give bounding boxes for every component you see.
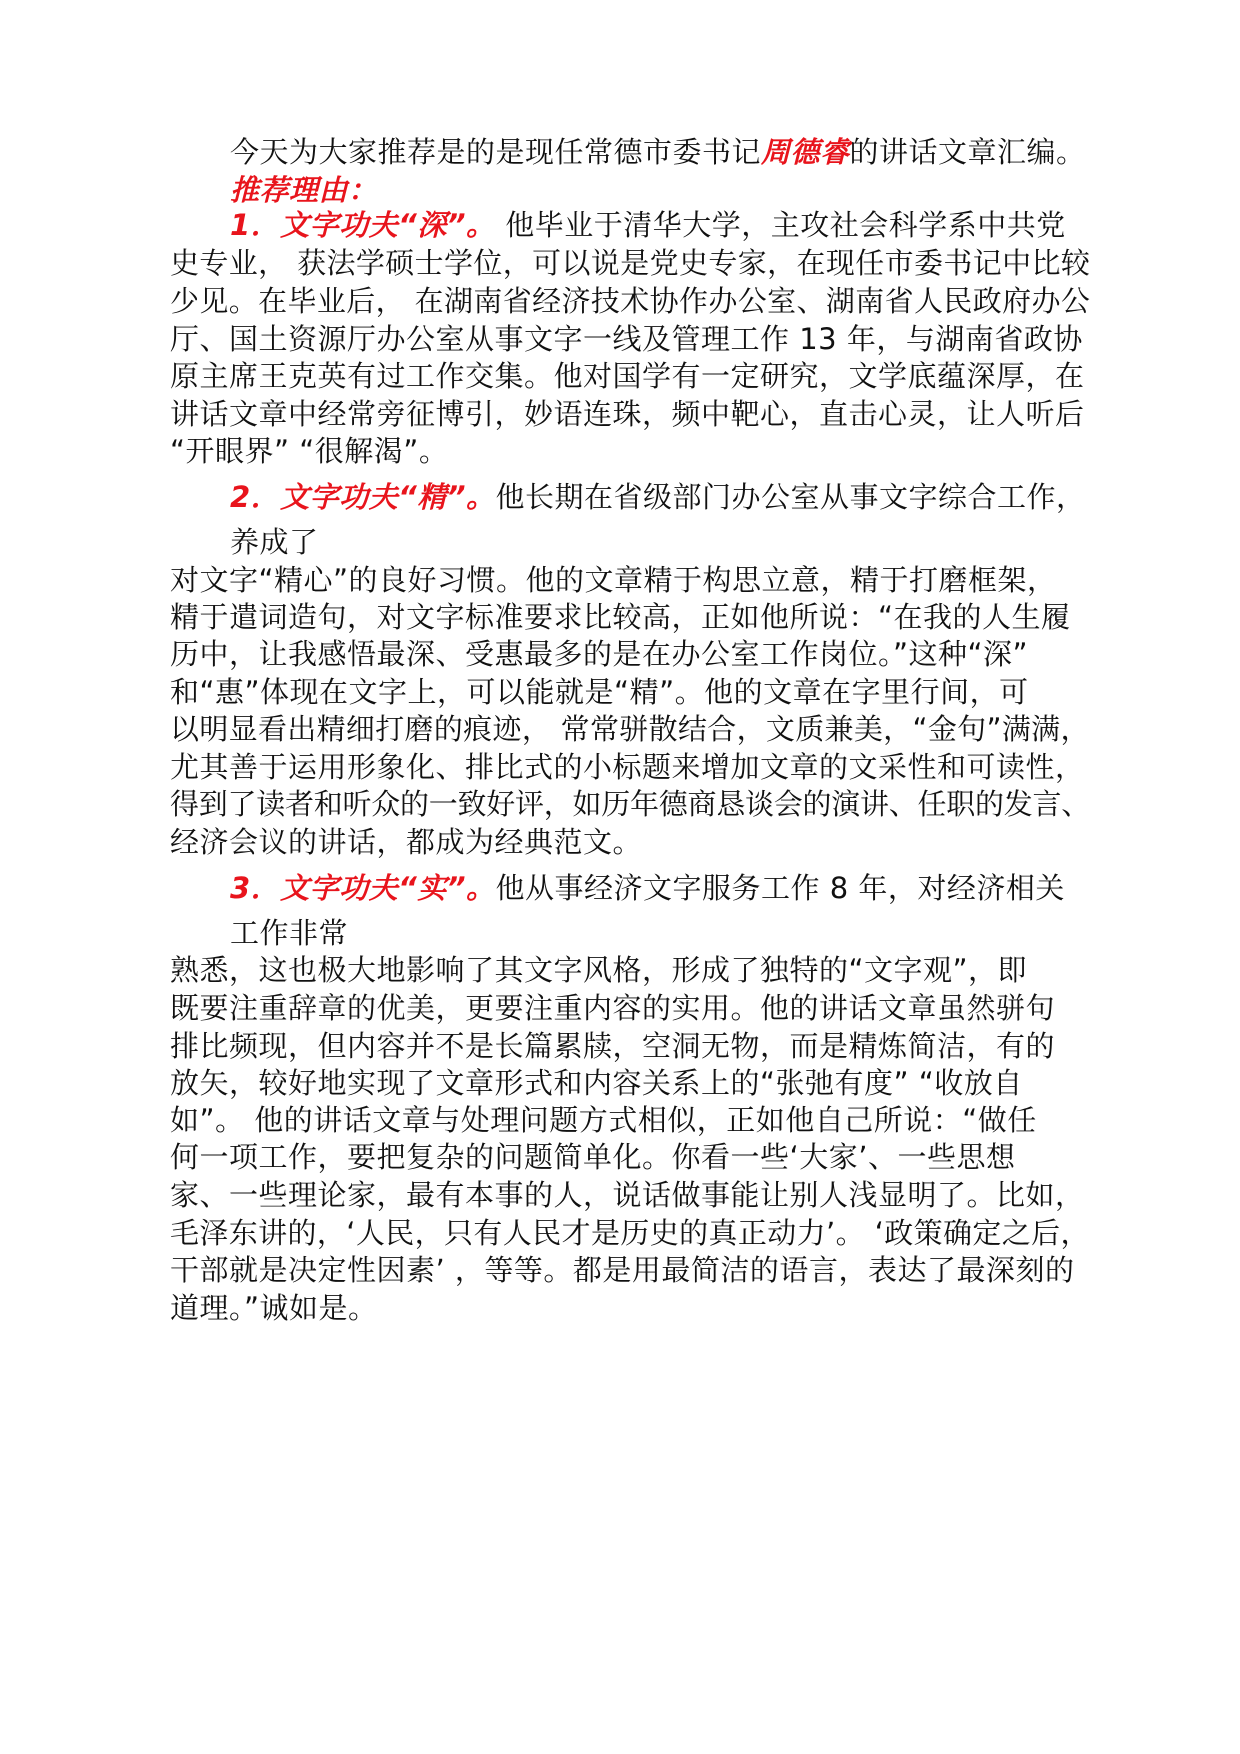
section-1-line: 他毕业于清华大学，主攻社会科学系中共党 xyxy=(495,208,1066,242)
section-3-line: 家、一些理论家，最有本事的人，说话做事能让别人浅显明了。比如， xyxy=(170,1178,1085,1212)
section-3-line: 毛泽东讲的，‘人民，只有人民才是历史的真正动力’。 ‘政策确定之后， xyxy=(170,1216,1090,1250)
section-2-line: 他长期在省级部门办公室从事文字综合工作， xyxy=(495,480,1086,514)
section-3-line: 道理。”诚如是。 xyxy=(170,1291,378,1325)
section-2-line: 和“惠”体现在文字上，可以能就是“精”。他的文章在字里行间，可 xyxy=(170,675,1029,709)
intro-paragraph xyxy=(230,132,1086,172)
section-1-line: 讲话文章中经常旁征博引，妙语连珠，频中靶心，直击心灵，让人听后 xyxy=(170,397,1085,431)
section-2-line: 得到了读者和听众的一致好评，如历年德商恳谈会的演讲、任职的发言、 xyxy=(170,787,1091,821)
section-3-line: 排比频现，但内容并不是长篇累牍，空洞无物，而是精炼简洁，有的 xyxy=(170,1029,1056,1063)
section-3-line: 他从事经济文字服务工作 8 年，对经济相关 xyxy=(495,871,1065,905)
section-2-line: 养成了 xyxy=(230,525,319,559)
section-3-first-line xyxy=(230,868,1065,908)
section-1-line: 原主席王克英有过工作交集。他对国学有一定研究，文学底蕴深厚，在 xyxy=(170,359,1085,393)
section-3-line: 何一项工作，要把复杂的问题简单化。你看一些‘大家’、一些思想 xyxy=(170,1140,1016,1174)
section-3-line: 干部就是决定性因素’ ，等等。都是用最简洁的语言，表达了最深刻的 xyxy=(170,1253,1075,1287)
section-2-line: 对文字“精心”的良好习惯。他的文章精于构思立意，精于打磨框架， xyxy=(170,563,1057,597)
intro-text: 今天为大家推荐是的是现任常德市委书记 xyxy=(230,135,762,169)
section-2-line: 历中，让我感悟最深、受惠最多的是在办公室工作岗位。”这种“深” xyxy=(170,637,1029,671)
intro-text-end: 的讲话文章汇编。 xyxy=(849,135,1086,169)
section-2-heading: 2．文字功夫“精”。 xyxy=(230,480,496,514)
highlighted-name: 周德睿 xyxy=(761,135,850,169)
section-3-line: 熟悉，这也极大地影响了其文字风格，形成了独特的“文字观”，即 xyxy=(170,953,1028,987)
section-3-heading: 3．文字功夫“实”。 xyxy=(230,871,496,905)
section-1-line: 厅、国土资源厅办公室从事文字一线及管理工作 13 年，与湖南省政协 xyxy=(170,322,1083,356)
section-2-line: 以明显看出精细打磨的痕迹， 常常骈散结合，文质兼美，“金句”满满， xyxy=(170,712,1090,746)
section-2-line: 尤其善于运用形象化、排比式的小标题来增加文章的文采性和可读性， xyxy=(170,750,1085,784)
section-3-line: 工作非常 xyxy=(230,916,349,950)
section-3-line: 如”。 他的讲话文章与处理问题方式相似，正如他自己所说：“做任 xyxy=(170,1103,1037,1137)
section-1-line: “开眼界” “很解渴”。 xyxy=(170,434,449,468)
section-1-line: 少见。在毕业后， 在湖南省经济技术协作办公室、湖南省人民政府办公 xyxy=(170,284,1091,318)
section-2-line: 精于遣词造句，对文字标准要求比较高，正如他所说：“在我的人生履 xyxy=(170,600,1071,634)
section-2-line: 经济会议的讲话，都成为经典范文。 xyxy=(170,825,643,859)
reason-heading: 推荐理由： xyxy=(230,173,378,207)
section-3-line: 既要注重辞章的优美，更要注重内容的实用。他的讲话文章虽然骈句 xyxy=(170,991,1056,1025)
section-3-line: 放矢，较好地实现了文章形式和内容关系上的“张弛有度” “收放自 xyxy=(170,1066,1023,1100)
section-1-heading: 1．文字功夫“深”。 xyxy=(230,208,496,242)
section-1-first-line xyxy=(230,205,1066,245)
section-1-line: 史专业， 获法学硕士学位，可以说是党史专家，在现任市委书记中比较 xyxy=(170,246,1091,280)
section-2-first-line xyxy=(230,477,1086,517)
